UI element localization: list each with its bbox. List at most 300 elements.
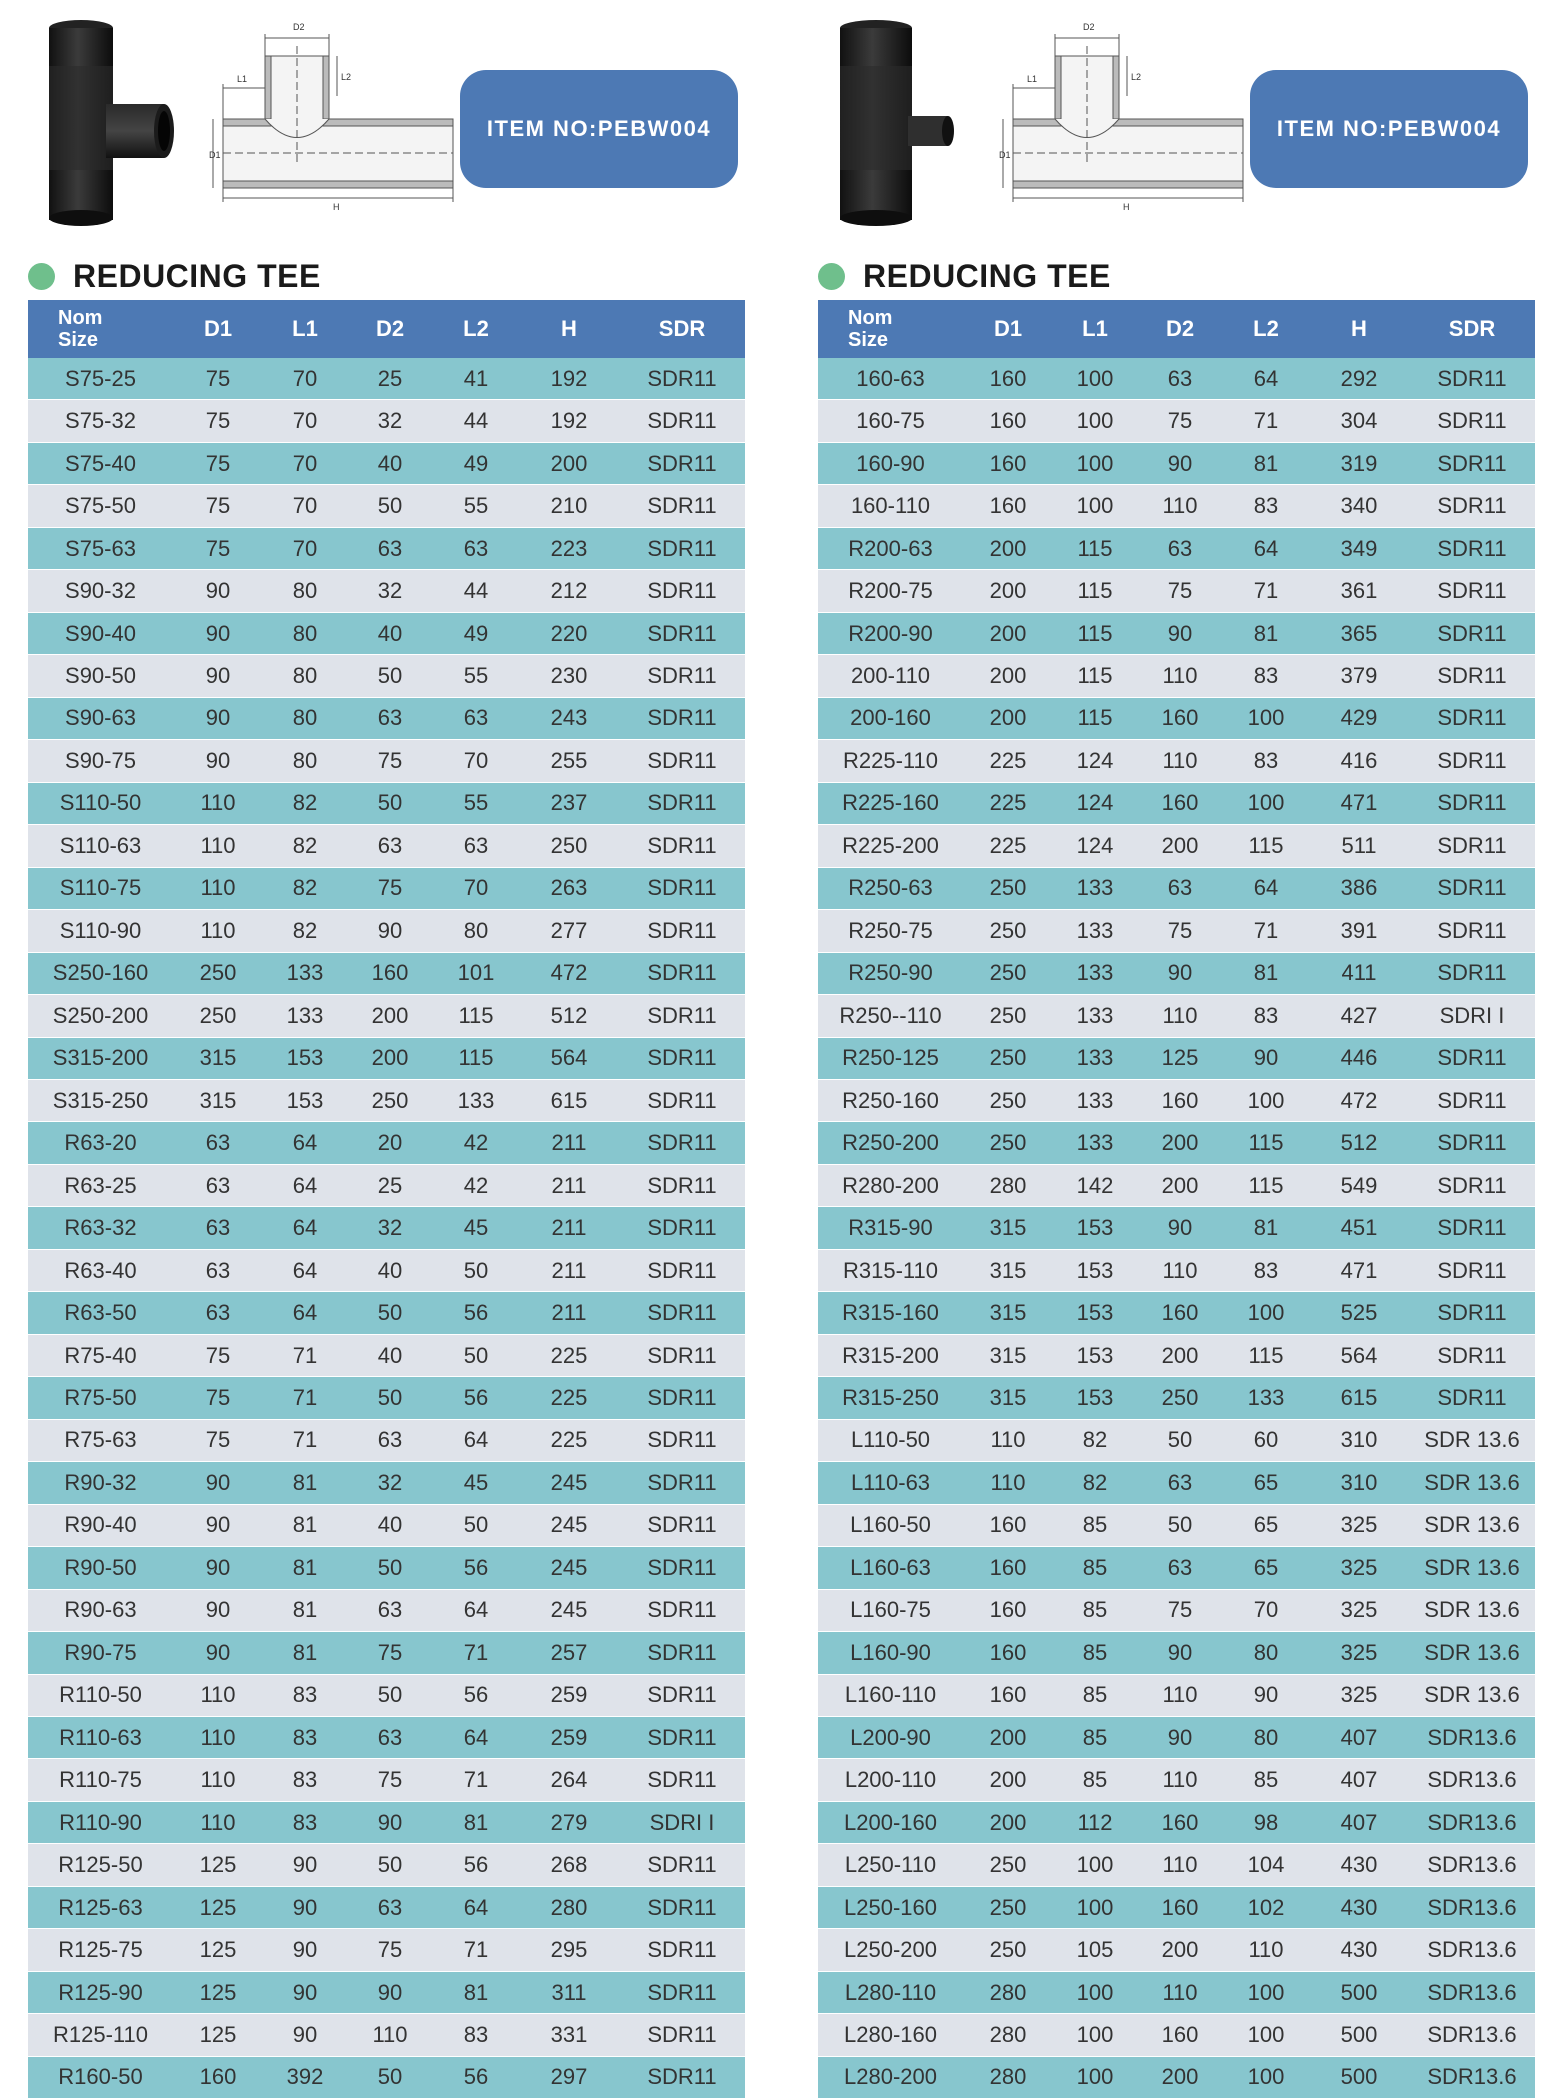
table-row xyxy=(28,527,745,569)
table-cell: 125 xyxy=(173,1929,263,1971)
drawing-label-h: H xyxy=(1123,202,1130,212)
table-cell: R315-200 xyxy=(818,1334,963,1376)
table-cell: 50 xyxy=(347,1547,433,1589)
table-cell: 56 xyxy=(433,1844,519,1886)
table-cell: 250 xyxy=(963,1122,1053,1164)
table-row xyxy=(818,2056,1535,2098)
table-cell: SDR11 xyxy=(619,697,745,739)
table-cell: 64 xyxy=(263,1249,347,1291)
table-cell: 200 xyxy=(1137,825,1223,867)
table-cell: 50 xyxy=(347,782,433,824)
table-cell: SDR11 xyxy=(619,1249,745,1291)
table-cell: 451 xyxy=(1309,1207,1409,1249)
column-header: SDR xyxy=(619,300,745,358)
table-row xyxy=(818,1122,1535,1164)
table-cell: S75-40 xyxy=(28,442,173,484)
table-row xyxy=(818,1377,1535,1419)
table-cell: L110-50 xyxy=(818,1419,963,1461)
table-cell: 280 xyxy=(963,1164,1053,1206)
table-cell: 90 xyxy=(173,612,263,654)
table-cell: SDR13.6 xyxy=(1409,1759,1535,1801)
table-cell: 160 xyxy=(1137,2014,1223,2056)
table-row xyxy=(818,995,1535,1037)
table-cell: 56 xyxy=(433,1547,519,1589)
table-cell: 115 xyxy=(1223,825,1309,867)
table-cell: SDR13.6 xyxy=(1409,1844,1535,1886)
table-cell: 90 xyxy=(1137,612,1223,654)
table-cell: 200 xyxy=(963,697,1053,739)
table-cell: SDR13.6 xyxy=(1409,1929,1535,1971)
table-cell: 56 xyxy=(433,1377,519,1419)
table-cell: 279 xyxy=(519,1801,619,1843)
table-cell: 50 xyxy=(347,1377,433,1419)
table-cell: R110-90 xyxy=(28,1801,173,1843)
table-cell: 40 xyxy=(347,612,433,654)
table-cell: SDR11 xyxy=(619,1589,745,1631)
table-cell: 110 xyxy=(173,825,263,867)
table-cell: 124 xyxy=(1053,740,1137,782)
table-cell: L250-160 xyxy=(818,1886,963,1928)
table-cell: SDR11 xyxy=(1409,782,1535,824)
table-cell: SDR11 xyxy=(619,1674,745,1716)
table-cell: L200-90 xyxy=(818,1717,963,1759)
table-cell: 365 xyxy=(1309,612,1409,654)
table-cell: 50 xyxy=(1137,1419,1223,1461)
table-cell: 115 xyxy=(1053,697,1137,739)
table-row xyxy=(28,1674,745,1716)
table-cell: 115 xyxy=(433,1037,519,1079)
table-cell: 250 xyxy=(963,952,1053,994)
table-cell: 407 xyxy=(1309,1717,1409,1759)
table-row xyxy=(28,1589,745,1631)
table-cell: 80 xyxy=(263,740,347,782)
table-cell: 81 xyxy=(263,1504,347,1546)
table-cell: 391 xyxy=(1309,910,1409,952)
table-cell: SDR11 xyxy=(1409,1249,1535,1291)
table-row xyxy=(818,442,1535,484)
table-cell: R90-50 xyxy=(28,1547,173,1589)
table-cell: 100 xyxy=(1053,1844,1137,1886)
table-row xyxy=(818,952,1535,994)
table-row xyxy=(818,697,1535,739)
table-row xyxy=(818,1801,1535,1843)
table-cell: 75 xyxy=(1137,910,1223,952)
table-cell: SDR11 xyxy=(1409,1122,1535,1164)
table-row xyxy=(28,1547,745,1589)
table-cell: 75 xyxy=(1137,1589,1223,1631)
table-cell: R75-40 xyxy=(28,1334,173,1376)
table-cell: 615 xyxy=(1309,1377,1409,1419)
table-cell: 64 xyxy=(1223,527,1309,569)
table-row xyxy=(818,655,1535,697)
table-cell: 81 xyxy=(263,1462,347,1504)
table-cell: 90 xyxy=(263,2014,347,2056)
table-cell: 200-110 xyxy=(818,655,963,697)
table-cell: 160 xyxy=(347,952,433,994)
table-row xyxy=(28,1207,745,1249)
table-cell: 160 xyxy=(1137,782,1223,824)
table-cell: 153 xyxy=(263,1037,347,1079)
table-cell: 225 xyxy=(963,782,1053,824)
table-cell: 70 xyxy=(263,485,347,527)
table-cell: 125 xyxy=(173,1971,263,2013)
table-cell: 500 xyxy=(1309,2014,1409,2056)
table-cell: S75-63 xyxy=(28,527,173,569)
table-cell: SDR11 xyxy=(1409,527,1535,569)
table-cell: 63 xyxy=(1137,358,1223,400)
table-cell: 81 xyxy=(263,1589,347,1631)
table-cell: SDR11 xyxy=(1409,1037,1535,1079)
table-cell: 133 xyxy=(1053,1037,1137,1079)
table-row xyxy=(28,1801,745,1843)
table-cell: 64 xyxy=(433,1419,519,1461)
table-cell: 200-160 xyxy=(818,697,963,739)
table-cell: 407 xyxy=(1309,1801,1409,1843)
table-row xyxy=(28,655,745,697)
table-cell: SDR 13.6 xyxy=(1409,1547,1535,1589)
table-cell: 310 xyxy=(1309,1419,1409,1461)
table-cell: 160 xyxy=(1137,1292,1223,1334)
table-cell: 63 xyxy=(347,825,433,867)
table-row xyxy=(818,1207,1535,1249)
table-cell: 90 xyxy=(173,740,263,782)
table-cell: 71 xyxy=(1223,910,1309,952)
table-cell: SDR11 xyxy=(619,995,745,1037)
table-cell: 446 xyxy=(1309,1037,1409,1079)
table-cell: 225 xyxy=(963,825,1053,867)
table-cell: 311 xyxy=(519,1971,619,2013)
table-cell: 549 xyxy=(1309,1164,1409,1206)
table-cell: SDR11 xyxy=(1409,740,1535,782)
table-cell: 98 xyxy=(1223,1801,1309,1843)
table-cell: 81 xyxy=(1223,1207,1309,1249)
table-cell: 250 xyxy=(963,1886,1053,1928)
table-cell: 512 xyxy=(1309,1122,1409,1164)
table-cell: SDR11 xyxy=(619,952,745,994)
table-cell: 75 xyxy=(347,1632,433,1674)
table-cell: 325 xyxy=(1309,1674,1409,1716)
section-heading xyxy=(28,256,321,296)
table-cell: 160 xyxy=(963,400,1053,442)
table-cell: L160-50 xyxy=(818,1504,963,1546)
table-cell: 105 xyxy=(1053,1929,1137,1971)
table-cell: SDR11 xyxy=(619,1632,745,1674)
table-row xyxy=(818,1632,1535,1674)
table-cell: 160 xyxy=(1137,697,1223,739)
table-cell: SDR11 xyxy=(619,1122,745,1164)
table-cell: 512 xyxy=(519,995,619,1037)
table-cell: SDR13.6 xyxy=(1409,2056,1535,2098)
table-cell: SDR11 xyxy=(619,1547,745,1589)
table-cell: 82 xyxy=(263,825,347,867)
table-cell: 259 xyxy=(519,1717,619,1759)
table-cell: SDR11 xyxy=(1409,1207,1535,1249)
table-cell: 49 xyxy=(433,612,519,654)
table-cell: SDR11 xyxy=(619,1759,745,1801)
table-cell: 55 xyxy=(433,782,519,824)
table-cell: L160-110 xyxy=(818,1674,963,1716)
table-cell: 110 xyxy=(173,1717,263,1759)
table-cell: R315-250 xyxy=(818,1377,963,1419)
table-row xyxy=(818,910,1535,952)
table-cell: 471 xyxy=(1309,782,1409,824)
table-row xyxy=(28,1079,745,1121)
table-cell: 75 xyxy=(173,527,263,569)
table-cell: 70 xyxy=(263,400,347,442)
table-cell: 100 xyxy=(1223,697,1309,739)
table-cell: 90 xyxy=(173,655,263,697)
table-row xyxy=(818,1249,1535,1291)
table-cell: 90 xyxy=(1137,952,1223,994)
table-cell: 85 xyxy=(1053,1632,1137,1674)
table-cell: L250-200 xyxy=(818,1929,963,1971)
table-cell: 83 xyxy=(1223,655,1309,697)
table-cell: 45 xyxy=(433,1207,519,1249)
table-cell: 85 xyxy=(1223,1759,1309,1801)
table-cell: R125-110 xyxy=(28,2014,173,2056)
table-cell: 142 xyxy=(1053,1164,1137,1206)
table-cell: SDR11 xyxy=(619,2056,745,2098)
table-cell: 125 xyxy=(1137,1037,1223,1079)
table-cell: SDR11 xyxy=(619,400,745,442)
table-cell: 90 xyxy=(1137,1632,1223,1674)
table-cell: 80 xyxy=(263,697,347,739)
table-cell: SDR11 xyxy=(619,1037,745,1079)
table-row xyxy=(28,782,745,824)
table-cell: 90 xyxy=(347,910,433,952)
table-cell: 80 xyxy=(263,612,347,654)
table-cell: 192 xyxy=(519,358,619,400)
column-header: L1 xyxy=(263,300,347,358)
column-header: L2 xyxy=(1223,300,1309,358)
table-cell: 63 xyxy=(173,1164,263,1206)
table-cell: 211 xyxy=(519,1164,619,1206)
table-cell: 200 xyxy=(963,1717,1053,1759)
section-heading-text: REDUCING TEE xyxy=(863,257,1111,294)
table-cell: 315 xyxy=(963,1207,1053,1249)
table-cell: 75 xyxy=(1137,570,1223,612)
table-cell: 160 xyxy=(963,1547,1053,1589)
table-cell: SDR11 xyxy=(619,570,745,612)
section-heading xyxy=(818,256,1111,296)
table-cell: 49 xyxy=(433,442,519,484)
table-cell: 379 xyxy=(1309,655,1409,697)
table-cell: 160 xyxy=(173,2056,263,2098)
table-cell: 64 xyxy=(263,1164,347,1206)
table-cell: 430 xyxy=(1309,1929,1409,1971)
table-cell: 64 xyxy=(263,1207,347,1249)
table-cell: 64 xyxy=(263,1292,347,1334)
table-cell: 83 xyxy=(263,1801,347,1843)
table-cell: 392 xyxy=(263,2056,347,2098)
table-cell: 280 xyxy=(963,2056,1053,2098)
table-row xyxy=(818,1674,1535,1716)
table-cell: 110 xyxy=(1137,1844,1223,1886)
table-cell: 315 xyxy=(963,1292,1053,1334)
table-cell: 71 xyxy=(1223,400,1309,442)
table-cell: L160-90 xyxy=(818,1632,963,1674)
table-cell: SDRI I xyxy=(619,1801,745,1843)
table-cell: S75-25 xyxy=(28,358,173,400)
table-cell: 83 xyxy=(1223,485,1309,527)
table-cell: R250-75 xyxy=(818,910,963,952)
table-cell: R250-200 xyxy=(818,1122,963,1164)
table-cell: 245 xyxy=(519,1504,619,1546)
table-cell: SDR11 xyxy=(1409,485,1535,527)
table-cell: SDR11 xyxy=(619,655,745,697)
table-cell: 70 xyxy=(433,867,519,909)
table-cell: R63-40 xyxy=(28,1249,173,1291)
table-cell: 200 xyxy=(963,570,1053,612)
table-cell: 65 xyxy=(1223,1462,1309,1504)
table-cell: 50 xyxy=(347,655,433,697)
table-cell: 386 xyxy=(1309,867,1409,909)
table-row xyxy=(28,612,745,654)
table-cell: 200 xyxy=(963,1801,1053,1843)
table-row xyxy=(818,740,1535,782)
column-header: L2 xyxy=(433,300,519,358)
column-header: L1 xyxy=(1053,300,1137,358)
table-cell: S90-40 xyxy=(28,612,173,654)
table-cell: 315 xyxy=(173,1037,263,1079)
table-cell: 160-75 xyxy=(818,400,963,442)
drawing-label-l2: L2 xyxy=(1131,72,1142,82)
table-cell: 250 xyxy=(1137,1377,1223,1419)
table-cell: 81 xyxy=(433,1801,519,1843)
table-cell: 100 xyxy=(1053,442,1137,484)
table-row xyxy=(818,1504,1535,1546)
table-cell: 100 xyxy=(1223,1971,1309,2013)
table-cell: R63-20 xyxy=(28,1122,173,1164)
table-cell: 82 xyxy=(263,910,347,952)
table-cell: SDR11 xyxy=(1409,1292,1535,1334)
table-cell: 90 xyxy=(347,1971,433,2013)
table-cell: 32 xyxy=(347,1207,433,1249)
table-cell: 200 xyxy=(1137,1334,1223,1376)
column-header: Nom Size xyxy=(28,300,173,358)
table-cell: 264 xyxy=(519,1759,619,1801)
table-cell: 110 xyxy=(1137,485,1223,527)
table-cell: 75 xyxy=(173,485,263,527)
table-cell: 315 xyxy=(963,1334,1053,1376)
table-cell: 133 xyxy=(1053,995,1137,1037)
table-cell: R110-63 xyxy=(28,1717,173,1759)
table-cell: SDR13.6 xyxy=(1409,1971,1535,2013)
table-cell: 25 xyxy=(347,358,433,400)
table-cell: 245 xyxy=(519,1547,619,1589)
table-cell: 80 xyxy=(1223,1632,1309,1674)
table-cell: 81 xyxy=(1223,952,1309,994)
table-cell: SDR11 xyxy=(619,2014,745,2056)
table-cell: 280 xyxy=(963,2014,1053,2056)
table-row xyxy=(818,825,1535,867)
table-cell: S90-75 xyxy=(28,740,173,782)
table-cell: 280 xyxy=(519,1886,619,1928)
table-cell: R110-50 xyxy=(28,1674,173,1716)
table-cell: SDR11 xyxy=(619,1377,745,1419)
table-cell: 63 xyxy=(347,1886,433,1928)
table-cell: 50 xyxy=(433,1504,519,1546)
table-cell: R250-63 xyxy=(818,867,963,909)
table-cell: SDR11 xyxy=(619,825,745,867)
table-cell: 100 xyxy=(1223,2014,1309,2056)
table-row xyxy=(818,1079,1535,1121)
table-cell: SDR11 xyxy=(1409,1164,1535,1206)
table-cell: SDR11 xyxy=(1409,1334,1535,1376)
table-cell: SDR13.6 xyxy=(1409,1717,1535,1759)
table-cell: 255 xyxy=(519,740,619,782)
table-row xyxy=(818,1589,1535,1631)
table-cell: 112 xyxy=(1053,1801,1137,1843)
table-cell: R90-32 xyxy=(28,1462,173,1504)
table-cell: 200 xyxy=(1137,1122,1223,1164)
table-cell: 110 xyxy=(1137,655,1223,697)
table-cell: 81 xyxy=(263,1547,347,1589)
table-cell: L160-75 xyxy=(818,1589,963,1631)
table-cell: 295 xyxy=(519,1929,619,1971)
bullet-dot-icon xyxy=(28,263,55,290)
table-cell: 63 xyxy=(347,527,433,569)
table-cell: 75 xyxy=(173,1419,263,1461)
drawing-label-l2: L2 xyxy=(341,72,352,82)
table-cell: 125 xyxy=(173,1886,263,1928)
table-cell: 250 xyxy=(173,995,263,1037)
table-cell: SDR 13.6 xyxy=(1409,1589,1535,1631)
table-cell: 85 xyxy=(1053,1674,1137,1716)
table-cell: 82 xyxy=(1053,1419,1137,1461)
table-header-row xyxy=(28,300,745,358)
table-cell: 250 xyxy=(963,867,1053,909)
table-cell: 297 xyxy=(519,2056,619,2098)
table-cell: 310 xyxy=(1309,1462,1409,1504)
table-row xyxy=(28,1122,745,1164)
table-cell: 32 xyxy=(347,570,433,612)
table-cell: SDR11 xyxy=(1409,697,1535,739)
table-cell: L280-160 xyxy=(818,2014,963,2056)
table-row xyxy=(28,1334,745,1376)
table-cell: 100 xyxy=(1053,485,1137,527)
table-cell: 212 xyxy=(519,570,619,612)
table-cell: 115 xyxy=(1223,1334,1309,1376)
table-cell: 319 xyxy=(1309,442,1409,484)
table-cell: SDR11 xyxy=(619,1886,745,1928)
table-cell: 63 xyxy=(173,1249,263,1291)
table-cell: 160 xyxy=(963,1674,1053,1716)
table-cell: L280-200 xyxy=(818,2056,963,2098)
table-cell: 75 xyxy=(347,740,433,782)
table-cell: 40 xyxy=(347,442,433,484)
table-cell: 75 xyxy=(173,442,263,484)
table-cell: SDRI I xyxy=(1409,995,1535,1037)
table-cell: 115 xyxy=(433,995,519,1037)
table-cell: 100 xyxy=(1053,2014,1137,2056)
table-cell: 90 xyxy=(1223,1037,1309,1079)
table-cell: 160 xyxy=(963,1589,1053,1631)
table-cell: 83 xyxy=(263,1759,347,1801)
left-panel xyxy=(28,0,745,2090)
table-row xyxy=(28,1971,745,2013)
table-cell: 75 xyxy=(173,358,263,400)
table-cell: 71 xyxy=(433,1632,519,1674)
table-cell: SDR 13.6 xyxy=(1409,1462,1535,1504)
table-row xyxy=(28,570,745,612)
drawing-label-l1: L1 xyxy=(1027,74,1038,84)
table-row xyxy=(818,485,1535,527)
table-cell: 471 xyxy=(1309,1249,1409,1291)
table-cell: 133 xyxy=(1053,867,1137,909)
table-cell: R200-75 xyxy=(818,570,963,612)
table-cell: 25 xyxy=(347,1164,433,1206)
